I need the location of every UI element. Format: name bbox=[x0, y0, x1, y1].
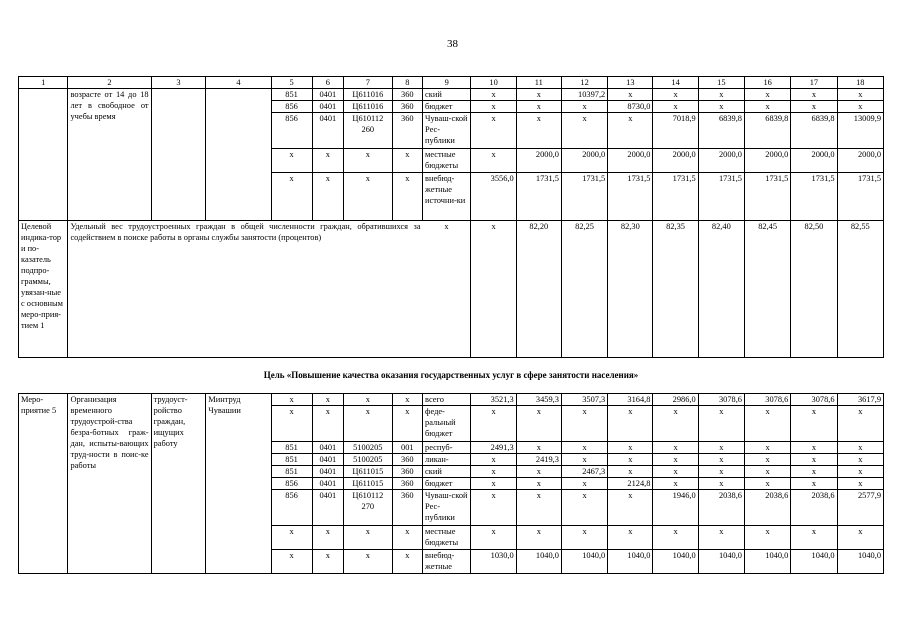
funding-source: всего bbox=[423, 394, 471, 406]
section-code: 0401 bbox=[312, 478, 344, 490]
target-article-code: Ц611016 bbox=[344, 101, 392, 113]
indicator-value: 82,30 bbox=[608, 221, 653, 358]
column-header-18: 18 bbox=[837, 77, 883, 89]
expense-type-code: x bbox=[392, 173, 423, 221]
year-value: x bbox=[561, 490, 607, 526]
year-value: x bbox=[744, 89, 790, 101]
grbs-code: x bbox=[271, 550, 312, 574]
year-value: 1040,0 bbox=[561, 550, 607, 574]
indicator-value: 82,40 bbox=[698, 221, 744, 358]
column-header-3: 3 bbox=[151, 77, 206, 89]
year-value: 6839,8 bbox=[698, 113, 744, 149]
section-code: 0401 bbox=[312, 442, 344, 454]
year-value: x bbox=[837, 89, 883, 101]
col3-cell bbox=[151, 89, 206, 221]
year-value: 2577,9 bbox=[837, 490, 883, 526]
funding-source: ский bbox=[423, 466, 471, 478]
year-value: x bbox=[608, 89, 653, 101]
year-value: x bbox=[471, 478, 516, 490]
expense-type-code: 360 bbox=[392, 101, 423, 113]
expense-type-code: x bbox=[392, 149, 423, 173]
year-value: x bbox=[516, 478, 561, 490]
responsible-executor: Минтруд Чувашии bbox=[206, 394, 271, 574]
column-header-13: 13 bbox=[608, 77, 653, 89]
year-value: 2419,3 bbox=[516, 454, 561, 466]
year-value: x bbox=[653, 442, 698, 454]
target-article-code: Ц610112 260 bbox=[344, 113, 392, 149]
grbs-code: x bbox=[271, 173, 312, 221]
year-value: x bbox=[561, 454, 607, 466]
target-article-code: x bbox=[344, 173, 392, 221]
year-value: x bbox=[516, 406, 561, 442]
year-value: 13009,9 bbox=[837, 113, 883, 149]
target-article-code: x bbox=[344, 526, 392, 550]
year-value: 2000,0 bbox=[744, 149, 790, 173]
grbs-code: x bbox=[271, 149, 312, 173]
target-article-code: Ц611015 bbox=[344, 466, 392, 478]
year-value: 2491,3 bbox=[471, 442, 516, 454]
year-value: 3507,3 bbox=[561, 394, 607, 406]
expense-type-code: 001 bbox=[392, 442, 423, 454]
expense-type-code: x bbox=[392, 550, 423, 574]
year-value: 1030,0 bbox=[471, 550, 516, 574]
section-code: x bbox=[312, 526, 344, 550]
year-value: 1040,0 bbox=[837, 550, 883, 574]
indicator-c9: x bbox=[423, 221, 471, 358]
year-value: x bbox=[837, 466, 883, 478]
year-value: 1946,0 bbox=[653, 490, 698, 526]
section-code: x bbox=[312, 394, 344, 406]
goal-heading: Цель «Повышение качества оказания государственных услуг в сфере занятости населения» bbox=[263, 370, 639, 380]
year-value: 7018,9 bbox=[653, 113, 698, 149]
section-code: 0401 bbox=[312, 89, 344, 101]
target-article-code: Ц611016 bbox=[344, 89, 392, 101]
year-value: x bbox=[653, 406, 698, 442]
grbs-code: x bbox=[271, 406, 312, 442]
year-value: 3164,8 bbox=[608, 394, 653, 406]
year-value: 2000,0 bbox=[791, 149, 837, 173]
year-value: x bbox=[471, 406, 516, 442]
col4-cell bbox=[206, 89, 271, 221]
column-header-17: 17 bbox=[791, 77, 837, 89]
target-article-code: x bbox=[344, 394, 392, 406]
year-value: x bbox=[516, 101, 561, 113]
expense-type-code: x bbox=[392, 394, 423, 406]
funding-source: феде-ральный бюджет bbox=[423, 406, 471, 442]
measure-number: Меро-приятие 5 bbox=[19, 394, 68, 574]
funding-source: ский bbox=[423, 89, 471, 101]
year-value: x bbox=[698, 101, 744, 113]
year-value: x bbox=[744, 406, 790, 442]
grbs-code: x bbox=[271, 394, 312, 406]
year-value: 3078,6 bbox=[791, 394, 837, 406]
indicator-row bbox=[19, 221, 884, 358]
year-value: x bbox=[516, 466, 561, 478]
year-value: 3459,3 bbox=[516, 394, 561, 406]
year-value: x bbox=[791, 406, 837, 442]
funding-source: ликан- bbox=[423, 454, 471, 466]
year-value: x bbox=[698, 466, 744, 478]
year-value: x bbox=[561, 101, 607, 113]
year-value: x bbox=[516, 442, 561, 454]
year-value: x bbox=[561, 526, 607, 550]
column-header-16: 16 bbox=[744, 77, 790, 89]
year-value: x bbox=[516, 490, 561, 526]
page-number: 38 bbox=[447, 38, 458, 50]
expense-type-code: x bbox=[392, 406, 423, 442]
year-value: x bbox=[744, 442, 790, 454]
year-value: x bbox=[837, 526, 883, 550]
year-value: x bbox=[698, 442, 744, 454]
column-header-4: 4 bbox=[206, 77, 271, 89]
indicator-value: 82,25 bbox=[561, 221, 607, 358]
year-value: x bbox=[791, 101, 837, 113]
indicator-value: 82,20 bbox=[516, 221, 561, 358]
expense-type-code: 360 bbox=[392, 454, 423, 466]
year-value: 1731,5 bbox=[837, 173, 883, 221]
year-value: 8730,0 bbox=[608, 101, 653, 113]
section-code: x bbox=[312, 173, 344, 221]
indicator-value: 82,50 bbox=[791, 221, 837, 358]
year-value: x bbox=[698, 89, 744, 101]
year-value: x bbox=[653, 454, 698, 466]
funding-source: местные бюджеты bbox=[423, 526, 471, 550]
year-value: 3556,0 bbox=[471, 173, 516, 221]
expense-type-code: 360 bbox=[392, 113, 423, 149]
year-value: x bbox=[471, 526, 516, 550]
year-value: 1040,0 bbox=[744, 550, 790, 574]
column-header-11: 11 bbox=[516, 77, 561, 89]
year-value: 2038,6 bbox=[791, 490, 837, 526]
year-value: x bbox=[471, 454, 516, 466]
year-value: x bbox=[608, 442, 653, 454]
year-value: x bbox=[608, 490, 653, 526]
expense-type-code: 360 bbox=[392, 89, 423, 101]
year-value: 1731,5 bbox=[653, 173, 698, 221]
year-value: 3078,6 bbox=[744, 394, 790, 406]
year-value: 1731,5 bbox=[516, 173, 561, 221]
indicator-value: x bbox=[471, 221, 516, 358]
funding-source: внебюд-жетные bbox=[423, 550, 471, 574]
indicator-text: Удельный вес трудоустроенных граждан в общей численности граждан, обратившихся за содействием в поиске работы в органы службы занятости (процентов) bbox=[68, 221, 423, 358]
year-value: x bbox=[608, 526, 653, 550]
year-value: 1731,5 bbox=[744, 173, 790, 221]
budget-table-bottom bbox=[18, 393, 884, 574]
year-value: 2038,6 bbox=[698, 490, 744, 526]
year-value: x bbox=[561, 406, 607, 442]
year-value: x bbox=[791, 89, 837, 101]
budget-table-top bbox=[18, 76, 884, 358]
target-article-code: x bbox=[344, 149, 392, 173]
year-value: x bbox=[791, 478, 837, 490]
column-header-1: 1 bbox=[19, 77, 68, 89]
year-value: x bbox=[791, 442, 837, 454]
year-value: 1731,5 bbox=[791, 173, 837, 221]
indicator-value: 82,55 bbox=[837, 221, 883, 358]
column-header-12: 12 bbox=[561, 77, 607, 89]
indicator-value: 82,35 bbox=[653, 221, 698, 358]
year-value: 2000,0 bbox=[653, 149, 698, 173]
year-value: x bbox=[698, 478, 744, 490]
year-value: x bbox=[471, 89, 516, 101]
year-value: x bbox=[608, 113, 653, 149]
year-value: x bbox=[744, 466, 790, 478]
grbs-code: 856 bbox=[271, 101, 312, 113]
target-article-code: x bbox=[344, 406, 392, 442]
year-value: x bbox=[608, 466, 653, 478]
year-value: x bbox=[561, 113, 607, 149]
year-value: x bbox=[791, 466, 837, 478]
grbs-code: 851 bbox=[271, 442, 312, 454]
measure-goal: трудоуст-ройство граждан, ищущих работу bbox=[151, 394, 206, 574]
year-value: 1040,0 bbox=[698, 550, 744, 574]
year-value: 1731,5 bbox=[698, 173, 744, 221]
col1-cell bbox=[19, 89, 68, 221]
funding-source: респуб- bbox=[423, 442, 471, 454]
column-header-6: 6 bbox=[312, 77, 344, 89]
year-value: x bbox=[698, 526, 744, 550]
funding-source: бюджет bbox=[423, 478, 471, 490]
funding-source: Чуваш-ской Рес-публики bbox=[423, 113, 471, 149]
year-value: x bbox=[837, 478, 883, 490]
year-value: x bbox=[471, 149, 516, 173]
year-value: 1040,0 bbox=[608, 550, 653, 574]
indicator-label: Целевой индика-тор и по-казатель подпро-граммы, увязан-ные с основным меро-прия-тием 1 bbox=[19, 221, 68, 358]
measure-description: Организация временного трудоустрой-ства безра-ботных граж-дан, испыты-вающих труд-ности в поис-ке работы bbox=[68, 394, 151, 574]
funding-source: Чуваш-ской Рес-публики bbox=[423, 490, 471, 526]
year-value: x bbox=[837, 442, 883, 454]
year-value: 2000,0 bbox=[516, 149, 561, 173]
year-value: 1040,0 bbox=[653, 550, 698, 574]
year-value: x bbox=[653, 478, 698, 490]
column-header-7: 7 bbox=[344, 77, 392, 89]
section-code: 0401 bbox=[312, 113, 344, 149]
section-code: 0401 bbox=[312, 466, 344, 478]
year-value: 2467,3 bbox=[561, 466, 607, 478]
target-article-code: x bbox=[344, 550, 392, 574]
year-value: x bbox=[744, 101, 790, 113]
year-value: x bbox=[744, 454, 790, 466]
year-value: x bbox=[471, 113, 516, 149]
grbs-code: 851 bbox=[271, 466, 312, 478]
year-value: x bbox=[791, 526, 837, 550]
year-value: x bbox=[471, 101, 516, 113]
section-code: x bbox=[312, 550, 344, 574]
year-value: x bbox=[653, 526, 698, 550]
target-article-code: 5100205 bbox=[344, 454, 392, 466]
year-value: x bbox=[653, 89, 698, 101]
grbs-code: x bbox=[271, 526, 312, 550]
column-header-10: 10 bbox=[471, 77, 516, 89]
funding-source: местные бюджеты bbox=[423, 149, 471, 173]
year-value: x bbox=[471, 490, 516, 526]
table-row bbox=[19, 89, 884, 101]
expense-type-code: 360 bbox=[392, 490, 423, 526]
year-value: x bbox=[608, 454, 653, 466]
indicator-value: 82,45 bbox=[744, 221, 790, 358]
year-value: 1731,5 bbox=[561, 173, 607, 221]
grbs-code: 856 bbox=[271, 490, 312, 526]
year-value: x bbox=[791, 454, 837, 466]
header-row bbox=[19, 77, 884, 89]
year-value: 10397,2 bbox=[561, 89, 607, 101]
year-value: 2124,8 bbox=[608, 478, 653, 490]
expense-type-code: x bbox=[392, 526, 423, 550]
year-value: x bbox=[744, 526, 790, 550]
funding-source: внебюд-жетные источни-ки bbox=[423, 173, 471, 221]
year-value: 1040,0 bbox=[791, 550, 837, 574]
grbs-code: 851 bbox=[271, 454, 312, 466]
column-header-9: 9 bbox=[423, 77, 471, 89]
year-value: 2000,0 bbox=[608, 149, 653, 173]
year-value: x bbox=[653, 101, 698, 113]
year-value: x bbox=[698, 454, 744, 466]
year-value: 2000,0 bbox=[837, 149, 883, 173]
column-header-8: 8 bbox=[392, 77, 423, 89]
year-value: 6839,8 bbox=[744, 113, 790, 149]
year-value: 3521,3 bbox=[471, 394, 516, 406]
column-header-2: 2 bbox=[68, 77, 151, 89]
year-value: x bbox=[561, 442, 607, 454]
year-value: x bbox=[837, 101, 883, 113]
year-value: x bbox=[471, 466, 516, 478]
expense-type-code: 360 bbox=[392, 466, 423, 478]
year-value: 6839,8 bbox=[791, 113, 837, 149]
year-value: x bbox=[561, 478, 607, 490]
year-value: x bbox=[653, 466, 698, 478]
year-value: x bbox=[516, 113, 561, 149]
column-header-14: 14 bbox=[653, 77, 698, 89]
target-article-code: 5100205 bbox=[344, 442, 392, 454]
grbs-code: 851 bbox=[271, 89, 312, 101]
year-value: x bbox=[837, 406, 883, 442]
year-value: x bbox=[516, 526, 561, 550]
year-value: 1040,0 bbox=[516, 550, 561, 574]
target-article-code: Ц611015 bbox=[344, 478, 392, 490]
grbs-code: 856 bbox=[271, 478, 312, 490]
year-value: 2038,6 bbox=[744, 490, 790, 526]
year-value: x bbox=[516, 89, 561, 101]
year-value: x bbox=[698, 406, 744, 442]
year-value: 2000,0 bbox=[698, 149, 744, 173]
year-value: x bbox=[608, 406, 653, 442]
year-value: 2986,0 bbox=[653, 394, 698, 406]
section-code: x bbox=[312, 149, 344, 173]
year-value: 1731,5 bbox=[608, 173, 653, 221]
section-code: 0401 bbox=[312, 454, 344, 466]
section-code: 0401 bbox=[312, 101, 344, 113]
measure-description: возрасте от 14 до 18 лет в свободное от учебы время bbox=[68, 89, 151, 221]
year-value: x bbox=[744, 478, 790, 490]
column-header-15: 15 bbox=[698, 77, 744, 89]
grbs-code: 856 bbox=[271, 113, 312, 149]
year-value: 2000,0 bbox=[561, 149, 607, 173]
section-code: 0401 bbox=[312, 490, 344, 526]
table-row bbox=[19, 394, 884, 406]
funding-source: бюджет bbox=[423, 101, 471, 113]
expense-type-code: 360 bbox=[392, 478, 423, 490]
section-code: x bbox=[312, 406, 344, 442]
year-value: 3617,9 bbox=[837, 394, 883, 406]
column-header-5: 5 bbox=[271, 77, 312, 89]
target-article-code: Ц610112 270 bbox=[344, 490, 392, 526]
year-value: x bbox=[837, 454, 883, 466]
year-value: 3078,6 bbox=[698, 394, 744, 406]
